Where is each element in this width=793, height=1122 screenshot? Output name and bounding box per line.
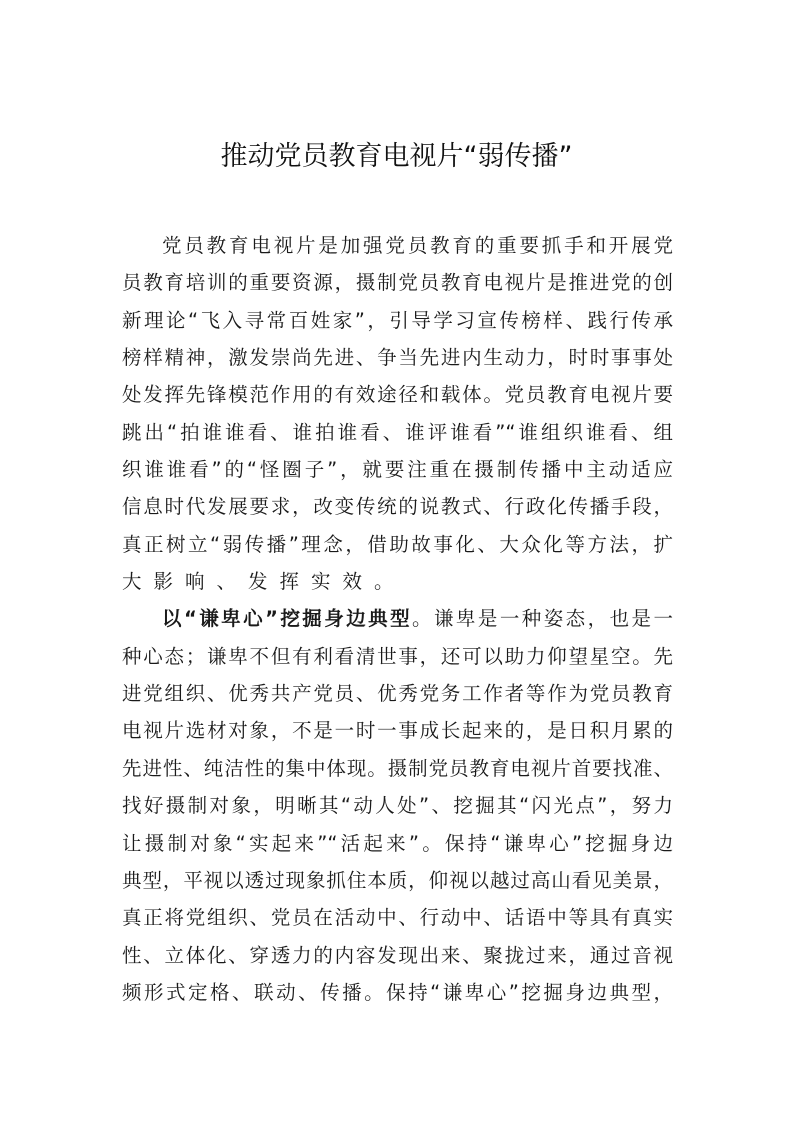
text-line: 电视片选材对象，不是一时一事成长起来的，是日积月累的 [122, 719, 673, 743]
text-line: 典型，平视以透过现象抓住本质，仰视以越过高山看见美景， [122, 868, 673, 892]
text-run: 。谦卑是一种姿态，也是一 [412, 607, 673, 631]
text-line: 进党组织、优秀共产党员、优秀党务工作者等作为党员教育 [122, 682, 673, 706]
text-line: 处发挥先锋模范作用的有效途径和载体。党员教育电视片要 [122, 383, 673, 407]
text-line: 真正树立“弱传播”理念，借助故事化、大众化等方法，扩 [122, 532, 673, 556]
text-line [122, 600, 673, 637]
document-title: 推动党员教育电视片“弱传播” [220, 141, 573, 172]
text-line: 找好摄制对象，明晰其“动人处”、挖掘其“闪光点”，努力 [122, 794, 673, 818]
text-line: 织谁谁看”的“怪圈子”，就要注重在摄制传播中主动适应 [122, 458, 673, 482]
text-line: 频形式定格、联动、传播。保持“谦卑心”挖掘身边典型， [122, 980, 673, 1004]
text-line: 真正将党组织、党员在活动中、行动中、话语中等具有真实 [122, 906, 673, 930]
text-line: 信息时代发展要求，改变传统的说教式、行政化传播手段， [122, 495, 673, 519]
text-line: 种心态；谦卑不但有利看清世事，还可以助力仰望星空。先 [122, 644, 673, 668]
paragraph-humble-heart [122, 600, 673, 1011]
text-line: 先进性、纯洁性的集中体现。摄制党员教育电视片首要找准、 [122, 756, 673, 780]
text-line: 跳出“拍谁谁看、谁拍谁看、谁评谁看”“谁组织谁看、组 [122, 420, 673, 444]
paragraph-intro [122, 227, 673, 600]
text-line: 性、立体化、穿透力的内容发现出来、聚拢过来，通过音视 [122, 943, 673, 967]
text-line: 榜样精神，激发崇尚先进、争当先进内生动力，时时事事处 [122, 346, 673, 370]
text-line: 大影响、发挥实效。 [122, 570, 406, 594]
document-body [122, 227, 673, 1011]
text-line: 新理论“飞入寻常百姓家”，引导学习宣传榜样、践行传承 [122, 308, 673, 332]
text-line: 让摄制对象“实起来”“活起来”。保持“谦卑心”挖掘身边 [122, 831, 673, 855]
text-line: 员教育培训的重要资源，摄制党员教育电视片是推进党的创 [122, 271, 673, 295]
text-line: 党员教育电视片是加强党员教育的重要抓手和开展党 [162, 234, 673, 257]
section-heading: 以“谦卑心”挖掘身边典型 [162, 607, 413, 631]
